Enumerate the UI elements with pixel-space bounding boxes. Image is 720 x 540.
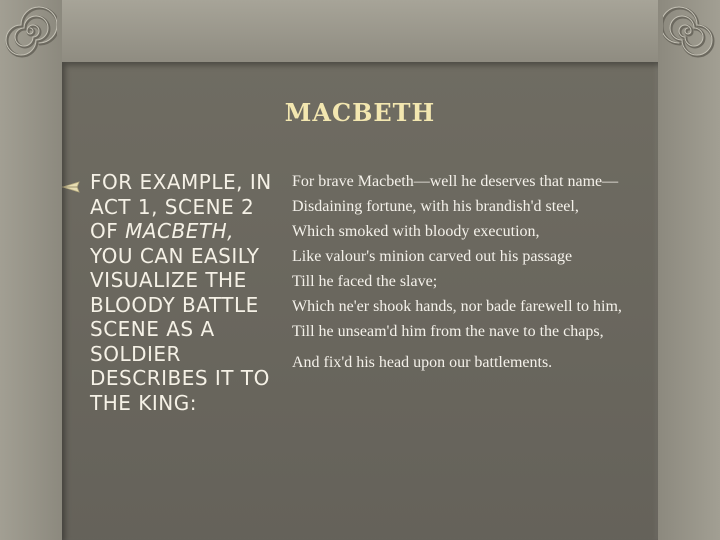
quote-line: Disdaining fortune, with his brandish'd steel, bbox=[292, 198, 579, 215]
left-column bbox=[62, 170, 282, 415]
bullet-text bbox=[90, 170, 282, 415]
quote-line: Till he unseam'd him from the nave to the chaps, bbox=[292, 323, 604, 340]
bullet-text-part1: FOR EXAMPLE, IN ACT 1, SCENE 2 OF bbox=[90, 170, 272, 243]
slide-title: macbeth bbox=[284, 90, 436, 130]
frame-top bbox=[0, 0, 720, 62]
quote-line: Till he faced the slave; bbox=[292, 273, 438, 290]
quote-line: Like valour's minion carved out his passage bbox=[292, 248, 573, 265]
bullet-text-part2: YOU CAN EASILY VISUALIZE THE BLOODY BATTLE SCENE AS A SOLDIER DESCRIBES IT TO THE KING: bbox=[90, 243, 270, 415]
spiral-icon bbox=[5, 6, 57, 58]
bullet-icon bbox=[62, 180, 80, 194]
bullet-text-italic: MACBETH, bbox=[125, 219, 234, 243]
quote-line: Which ne'er shook hands, nor bade farewell to him, bbox=[292, 298, 622, 315]
quote-line: Which smoked with bloody execution, bbox=[292, 223, 540, 240]
quote-line: And fix'd his head upon our battlements. bbox=[292, 354, 553, 371]
quote-column bbox=[292, 172, 637, 378]
bullet-item bbox=[62, 170, 282, 415]
frame-left bbox=[0, 0, 62, 540]
quote-line: For brave Macbeth—well he deserves that name— bbox=[292, 173, 619, 190]
spiral-icon bbox=[663, 6, 715, 58]
frame-right bbox=[658, 0, 720, 540]
